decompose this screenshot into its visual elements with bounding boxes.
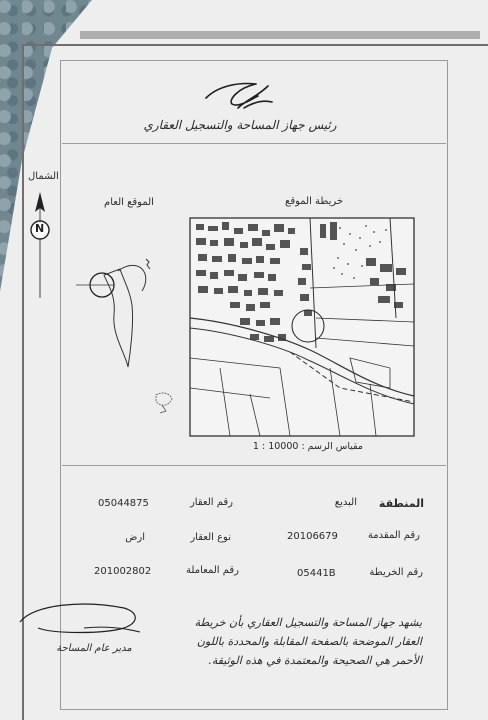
map-separator xyxy=(62,465,446,466)
certification-line-1: يشهد جهاز المساحة والتسجيل العقاري بأن خريطة xyxy=(194,616,422,629)
area-value: البديع xyxy=(334,497,357,508)
header-separator xyxy=(62,143,446,144)
property-no-value: 05044875 xyxy=(98,498,149,509)
transaction-no-label: رقم المعاملة xyxy=(186,565,239,576)
scan-shadow-stripe xyxy=(80,31,480,39)
site-map xyxy=(190,218,414,436)
chairman-signature xyxy=(198,78,278,114)
chairman-title: رئيس جهاز المساحة والتسجيل العقاري xyxy=(143,118,337,132)
application-no-value: 20106679 xyxy=(287,531,338,542)
north-letter: N xyxy=(35,222,45,235)
property-type-value: ارض xyxy=(125,532,145,543)
property-type-label: نوع العقار xyxy=(190,532,231,543)
site-map-label: خريطة الموقع xyxy=(285,196,344,207)
property-no-label: رقم العقار xyxy=(189,497,233,508)
north-label: الشمال xyxy=(28,171,59,182)
certification-line-3: الأحمر هي الصحيحة والمعتمدة في هذه الوثيقة. xyxy=(208,654,422,667)
map-no-label: رقم الخريطة xyxy=(369,567,423,578)
map-no-value: 05441B xyxy=(297,568,336,579)
area-label: المنطقة xyxy=(378,497,424,510)
north-arrow-icon xyxy=(27,190,53,300)
director-signature xyxy=(14,598,144,642)
general-location-label: الموقع العام xyxy=(104,197,154,208)
certification-line-2: العقار الموضحة بالصفحة المقابلة والمحددة باللون xyxy=(196,635,422,648)
general-location-map xyxy=(72,255,182,415)
transaction-no-value: 201002802 xyxy=(94,566,152,577)
scale-text: مقياس الرسم : 10000 : 1 xyxy=(252,441,363,452)
application-no-label: رقم المقدمة xyxy=(367,530,420,541)
director-title: مدير عام المساحة xyxy=(56,643,132,654)
